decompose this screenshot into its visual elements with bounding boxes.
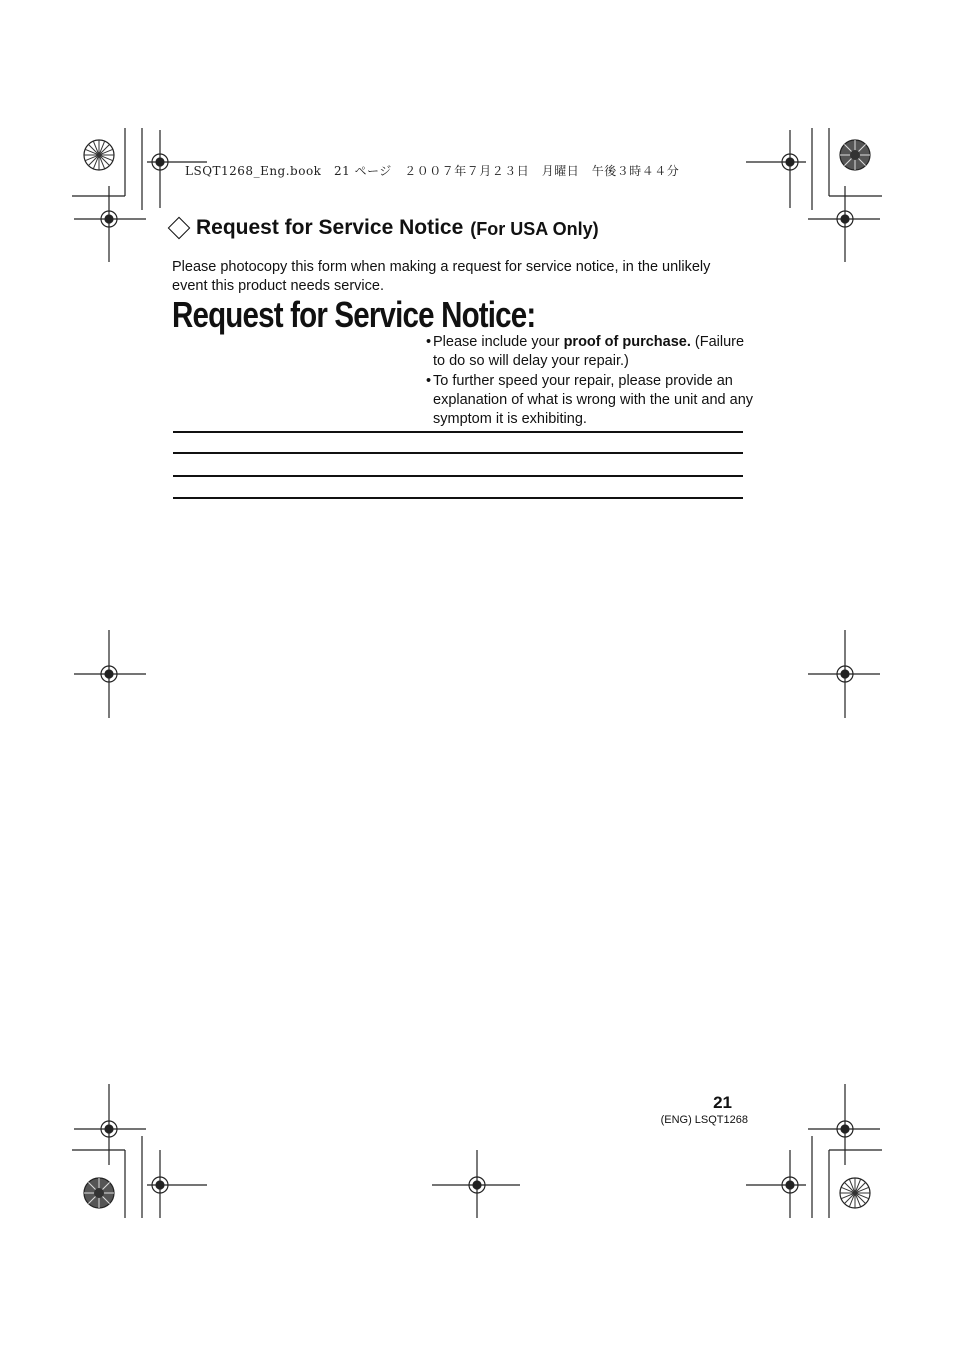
note-proof-of-purchase: [426, 333, 756, 371]
write-in-line[interactable]: [173, 431, 743, 433]
write-in-line[interactable]: [173, 475, 743, 477]
form-title: Request for Service Notice:: [172, 294, 536, 335]
diamond-icon: [168, 217, 191, 240]
note-text: Please include your: [433, 334, 564, 350]
note-text: (Failure to do so will delay your repair.): [433, 334, 745, 369]
note-explanation: [426, 372, 756, 429]
intro-paragraph: Please photocopy this form when making a request for service notice, in the unlikely event this product needs service.: [172, 259, 711, 294]
section-subtitle: (For USA Only): [470, 219, 599, 239]
page-number: 21: [713, 1093, 732, 1112]
section-heading: [167, 216, 599, 240]
bullet-icon: •: [426, 334, 432, 350]
book-file-header: LSQT1268_Eng.book 21 ページ ２００７年７月２３日 月曜日 午後３時４４分: [185, 164, 680, 178]
note-text: To further speed your repair, please provide an explanation of what is wrong with the unit and any symptom it is exhibiting.: [433, 373, 754, 427]
write-in-line[interactable]: [173, 452, 743, 454]
section-title: Request for Service Notice: [196, 216, 464, 239]
document-code: (ENG) LSQT1268: [660, 1114, 748, 1126]
write-in-line[interactable]: [173, 497, 743, 499]
note-emphasis: proof of purchase.: [563, 334, 691, 350]
bullet-icon: •: [426, 373, 432, 389]
form-notes: [426, 333, 756, 429]
